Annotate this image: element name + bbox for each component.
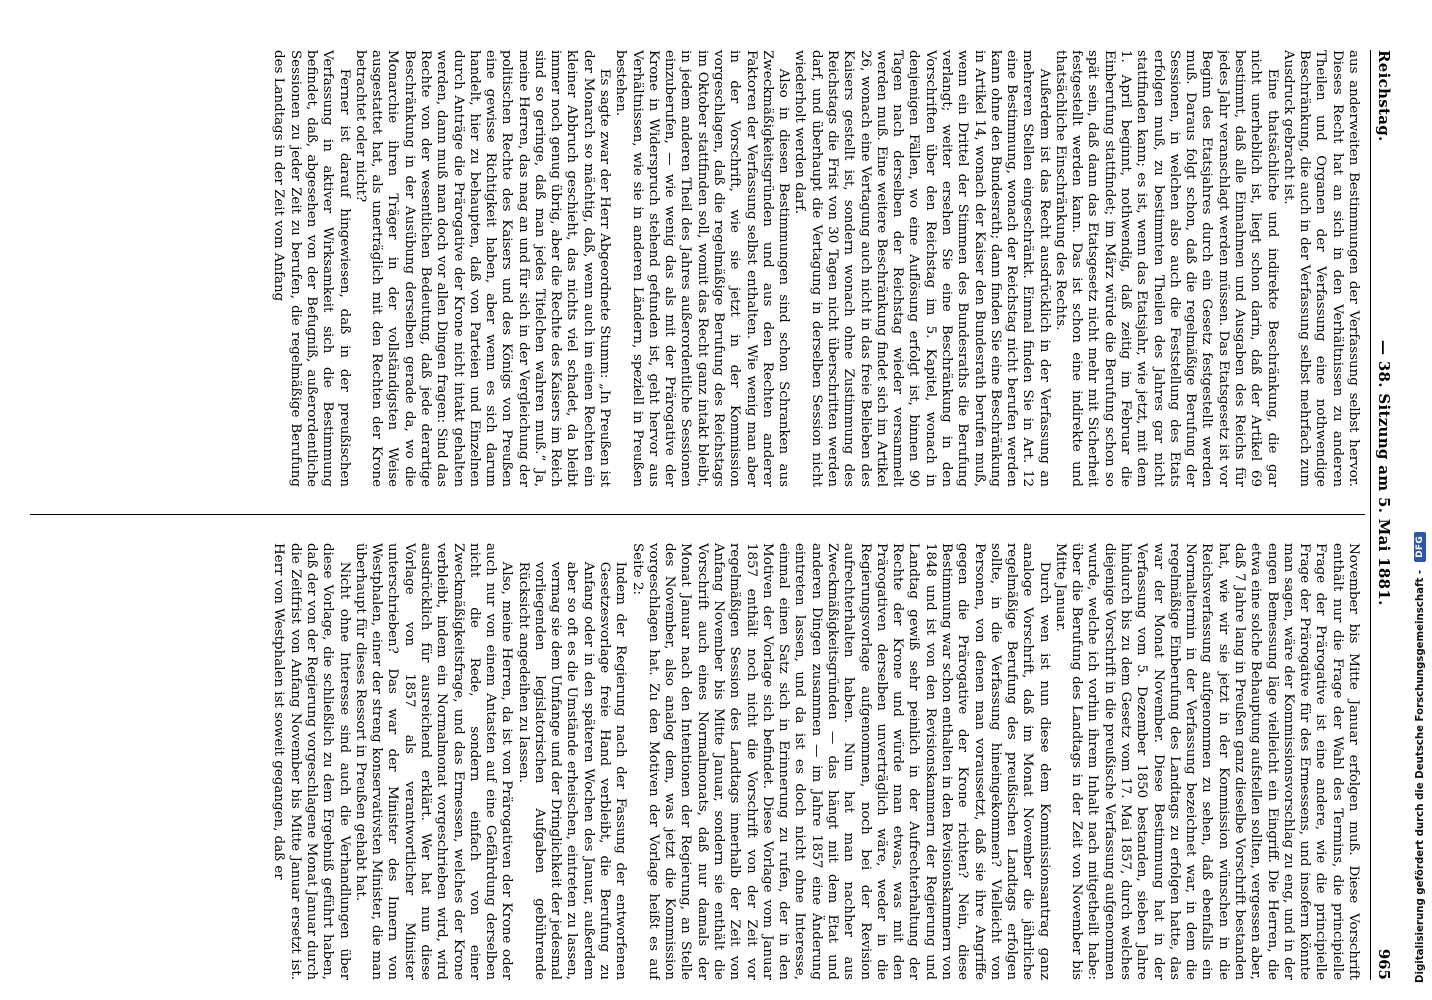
digitization-credit — [1414, 532, 1426, 983]
paragraph: Außerdem ist das Recht ausdrücklich in der Verfassung an mehreren Stellen eingeschränkt. Einmal finden Sie in Art. 12 eine Bestimmung, wonach der Reichstag nicht berufen werden kann ohne den Bundesrath; dann finden Sie eine Beschränkung in Artikel 14, wonach der Kaiser den Bundesrath berufen muß, wenn ein Drittel der Stimmen des Bundesraths die Berufung verlangt; weiter ersehen Sie eine Beschränkung in den Vorschriften über den Reichstag im 5. Kapitel, wonach in denjenigen Fällen, wo eine Auflösung erfolgt ist, binnen 90 Tagen nach derselben der Reichstag wieder versammelt werden muß. Eine weitere Beschränkung findet sich im Artikel 26, wonach eine Vertagung auch nicht in das freie Belieben des Kaisers gestellt ist, sondern wonach ohne Zustimmung des Reichstags die Frist von 30 Tagen nicht überschritten werden darf, und überhaupt die Vertagung in derselben Session nicht wiederholt werden darf. — [792, 50, 1052, 487]
paragraph: Ferner ist darauf hingewiesen, daß in der preußischen Verfassung in aktiver Wirksamkeit sich die Bestimmung befindet, daß, abgesehen von der Befugniß, außerordentliche Sessionen zu jeder Zeit zu berufen, die regelmäßige Berufung des Landtags in der Zeit vom Anfang — [271, 50, 352, 487]
page-number: 965 — [1375, 948, 1393, 980]
text-column-right — [31, 543, 1361, 980]
page-header — [1369, 50, 1395, 980]
paragraph: Eine thatsächliche und indirekte Beschränkung, die gar nicht unerheblich ist, liegt schon darin, daß der Artikel 69 bestimmt, daß alle Einnahmen und Ausgaben des Reichs für jedes Jahr veranschlagt werden müssen. Das Etatsgesetz ist vor Beginn des Etatsjahres durch ein Gesetz festgestellt werden muß. Daraus folgt schon, daß die regelmäßige Berufung der Sessionen, in welchen also auch die Feststellung des Etats erfolgen muß, zu bestimmten Theilen des Jahres gar nicht stattfinden kann; es ist, wenn das Etatsjahr, wie jetzt, mit dem 1. April beginnt, nothwendig, daß zeitig im Februar die Einberufung stattfindet; im März würde die Berufung schon so spät sein, daß dann das Etatsgesetz nicht mehr mit Sicherheit festgestellt werden kann. Das ist schon eine indirekte und thatsächliche Einschränkung des Rechts. — [1052, 50, 1280, 487]
text-column-left — [31, 50, 1361, 487]
header-left: Reichstag. — [1375, 50, 1393, 142]
header-session: — 38. Sitzung am 5. Mai 1881. — [1375, 340, 1393, 606]
dfg-logo: DFG — [1414, 532, 1426, 562]
paragraph: November bis Mitte Januar erfolgen muß. Diese Vorschrift enthält nur die Frage der Wahl des Termins, die principielle Frage der Prärogative ist eine andere, wie die principielle Frage der Prärogative für des Ermessens, und insofern könnte man sagen, wäre der Kommissionsvorschlag zu eng, und in der engen Bemessung läge vielleicht ein Eingriff. Die Herren, die etwa eine solche Behauptung aufstellen sollten, vergessen aber, daß 7 Jahre lang in Preußen ganz dieselbe Vorschrift bestanden hat, wie wir sie jetzt in der Kommission wünschen in die Reichsverfassung aufgenommen zu sehen, daß ebenfalls ein Normaltermin in der Verfassung bezeichnet war, in dem die regelmäßige Einberufung des Landtags zu erfolgen hatte, das war der Monat November. Diese Bestimmung hat in der Verfassung vom 5. Dezember 1850 bestanden, sieben Jahre hindurch bis zu dem Gesetz vom 17. Mai 1857, durch welches diejenige Vorschrift in die preußische Verfassung aufgenommen wurde, welche ich vorhin ihrem Inhalt nach mitgetheilt habe: über die Berufung des Landtags in der Zeit von November bis Mitte Januar. — [1052, 543, 1361, 980]
paragraph: aus anderweiten Bestimmungen der Verfassung selbst hervor. Dieses Recht hat an sich in den Verhältnissen zu anderen Theilen und Organen der Verfassung eine nothwendige Beschränkung, die auch in der Verfassung selbst mehrfach zum Ausdruck gebracht ist. — [1280, 50, 1361, 487]
column-divider — [30, 514, 1365, 515]
header-rule — [1370, 50, 1371, 980]
paragraph: Also, meine Herren, da ist von Prärogativen der Krone oder auch nur von einem Antasten auf eine Gefährdung derselben nicht die Rede, sondern einfach von einer Zweckmäßigkeitsfrage, und das Ermessen, welches der Krone verbleibt, indem ein Normalmonat vorgeschrieben wird, wird ausdrücklich für ausreichend erklärt. Wer hat nun diese Vorlage von 1857 als verantwortlicher Minister unterschrieben? Das war der Minister des Innern von Westphalen, einer der streng konservativsten Minister, die man überhaupt für dieses Ressort in Preußen gehabt hat. — [352, 543, 515, 980]
rotated-page-content — [15, 50, 1395, 980]
paragraph: Nicht ohne Interesse sind auch die Verhandlungen über diese Vorlage, die schließlich zu dem Ergebniß geführt haben, daß der von der Regierung vorgeschlagene Monat Januar durch die Zeitfrist von Anfang November bis Mitte Januar ersetzt ist. Herr von Westphalen ist soweit gegangen, daß er — [271, 543, 352, 980]
quotation: Indem der Regierung nach der Fassung der entworfenen Gesetzesvorlage freie Hand verbleibt, die Berufung zu Anfang oder in den späteren Wochen des Januar, außerdem aber so oft es die Umstände erheischen, eintreten zu lassen, vermag sie dem Umfange und der Dringlichkeit der jedesmal vorliegenden legislatorischen Aufgaben gebührende Rücksicht angedeihen zu lassen. — [515, 561, 629, 980]
paragraph: Also in diesen Bestimmungen sind schon Schranken aus Zweckmäßigkeitsgründen und aus den Rechten anderer Faktoren der Verfassung selbst enthalten. Wie wenig man aber in der Vorschrift, wie sie jetzt in der Kommission vorgeschlagen, daß die regelmäßige Berufung des Reichstags im Oktober stattfinden soll, womit das Recht ganz intakt bleibt, in jedem anderen Theil des Jahres außerordentliche Sessionen einzuberufen, — wie wenig das als mit der Prärogative der Krone in Widerspruch stehend gefunden ist, geht hervor aus Verhältnissen, wie sie in anderen Ländern, speziell in Preußen bestehen. — [613, 50, 792, 487]
paragraph: Durch wen ist nun diese dem Kommissionsantrag ganz analoge Vorschrift, daß im Monat November die jährliche regelmäßige Berufung des preußischen Landtags erfolgen sollte, in die Verfassung hineingekommen? Vielleicht von Personen, von denen man voraussetzt, daß sie ihre Angriffe gegen die Prärogative der Krone richten? Nein, diese Bestimmung war schon enthalten in den Revisionskammern von 1848 und ist von den Revisionskammern der Regierung und Landtag gewiß sehr peinlich in der Aufrechterhaltung der Rechte der Krone und würde man etwas, was mit den Prärogativen derselben unverträglich wäre, weder in die Regierungsvorlage aufgenommen, noch bei der Revision aufrechterhalten haben. Nun hat man nachher aus Zweckmäßigkeitsgründen — das hängt mit dem Etat und anderen Dingen zusammen — im Jahre 1857 eine Änderung eintreten lassen, und da ist es doch nicht ohne Interesse, einmal einen Satz sich in Erinnerung zu rufen, der in den Motiven der Vorlage sich befindet. Diese Vorlage vom Januar 1857 enthält noch nicht die Vorschrift von der Zeit vor regelmäßigen Session des Landtags innerhalb der Zeit von Anfang November bis Mitte Januar, sondern sie enthält die Vorschrift auch eines Normalmonats, daß nur damals der Monat Januar nach den Intentionen der Regierung, an Stelle des November, also analog dem, was jetzt die Kommission vorgeschlagen hat. Zu den Motiven der Vorlage heißt es auf Seite 2: — [629, 543, 1052, 980]
paragraph: Es sagte zwar der Herr Abgeordnete Stumm: „In Preußen ist der Monarch so mächtig, daß, wenn auch im einen Rechten ein kleiner Abbruch geschieht, das nichts viel schadet, da bleibt immer noch genug übrig, aber die Rechte des Kaisers im Reich sind so geringe, daß man jedes Titelchen wahren muß.“ Ja, meine Herren, das mag an und für sich in der Vergleichung der politischen Rechte des Kaisers und des Königs von Preußen eine gewisse Richtigkeit haben, aber wenn es sich darum handelt, hier zu behaupten, daß von Parteien und Einzelnen durch Anträge die Prärogative der Krone nicht intakt gehalten werden, dann muß man doch vor allen Dingen fragen: Sind das Rechte von der wesentlichen Bedeutung, daß jede derartige Beschränkung in der Ausübung derselben gerade da, wo die Monarchie ihren Träger in der vollständigsten Weise ausgestattet hat, als unerträglich mit den Rechten der Krone betrachtet oder nicht? — [352, 50, 613, 487]
credit-text: Digitalisierung gefördert durch die Deutsche Forschungsgemeinschaft - — [1414, 569, 1426, 983]
